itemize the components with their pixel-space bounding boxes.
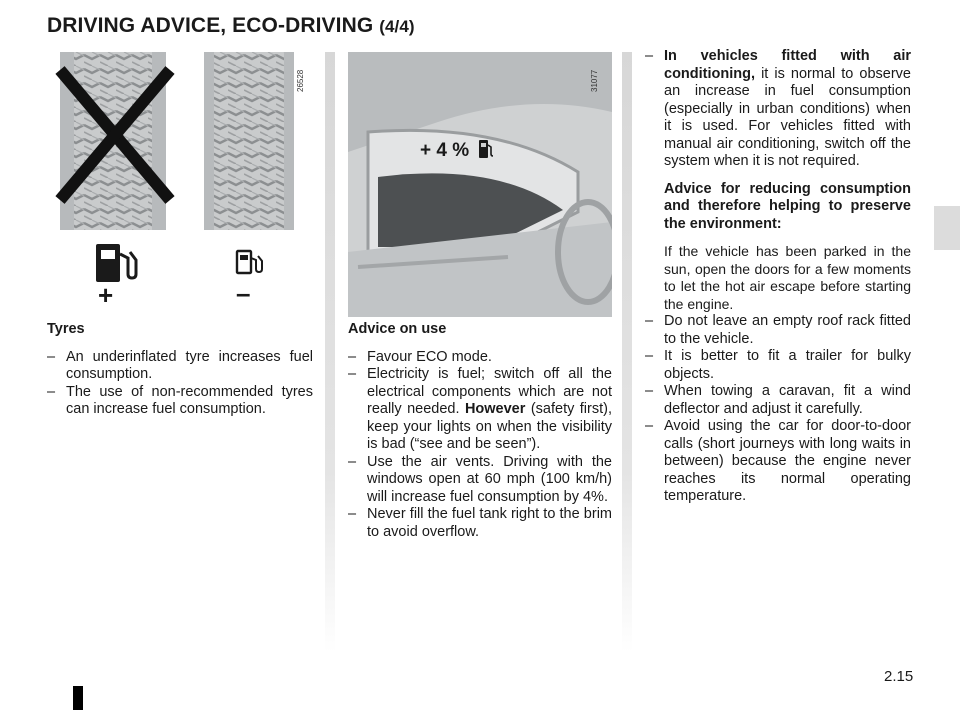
list-item: – An underinflated tyre increases fuel consumption. [47,348,313,382]
air-conditioning-section [645,48,911,506]
correct-tyre [204,52,294,230]
column-divider-left [325,52,335,652]
list-item: – When towing a caravan, fit a wind deflector and adjust it carefully. [645,383,911,417]
fuel-increase-label: + 4 % [420,140,470,161]
advice-heading: Advice on use [348,321,447,337]
tyres-heading: Tyres [47,321,85,337]
page-title-suffix: (4/4) [379,17,415,36]
print-mark [73,686,83,710]
list-item: – Favour ECO mode. [348,348,492,365]
advice-on-use-section [348,321,612,541]
list-item: – In vehicles fitted with air conditioning, it is normal to observe an increase in fuel consumption (especially in urban conditions) when it is used. For vehicles fitted with manual air conditioning, switch off the system when it is not required. [645,48,912,169]
car-figure-ref: 31077 [590,69,599,92]
fuel-pump-icon-overlay [477,138,495,162]
plus-sign: + [98,280,114,310]
tyre-tread-illustration [52,52,318,232]
advice-reducing-heading: Advice for reducing consumption and therefore helping to preserve the environment: [664,180,911,232]
tyre-figure-ref: 26528 [296,69,305,92]
minus-sign: – [236,278,251,308]
fuel-pump-icon-small [234,248,266,282]
section-thumb-tab [934,206,960,250]
page-title-text: DRIVING ADVICE, ECO-DRIVING [47,14,374,37]
list-item: – Avoid using the car for door-to-door calls (short journeys with long waits in between) because the engine never reaches its normal operating temperature. [645,418,911,504]
list-item: – The use of non-recommended tyres can increase fuel consumption. [47,383,313,417]
list-item: – Electricity is fuel; switch off all the electrical components which are not really needed. However (safety first), keep your lights on when the visibility is bad (“see and be seen”). [348,366,612,452]
tyres-section [47,321,313,419]
page-title [47,14,415,38]
column-divider-right [622,52,632,652]
list-item: – Do not leave an empty roof rack fitted to the vehicle. [645,313,911,347]
car-window-illustration [348,52,612,317]
list-item: – Use the air vents. Driving with the windows open at 60 mph (100 km/h) will increase fuel consumption by 4%. [348,453,612,505]
list-item: – It is better to fit a trailer for bulky objects. [645,348,911,382]
list-item: – Never fill the fuel tank right to the brim to avoid overflow. [348,506,612,540]
advice-reducing-text: If the vehicle has been parked in the sun, open the doors for a few moments to let the hot air escape before starting the engine. [664,243,911,312]
page-number: 2.15 [884,668,914,685]
